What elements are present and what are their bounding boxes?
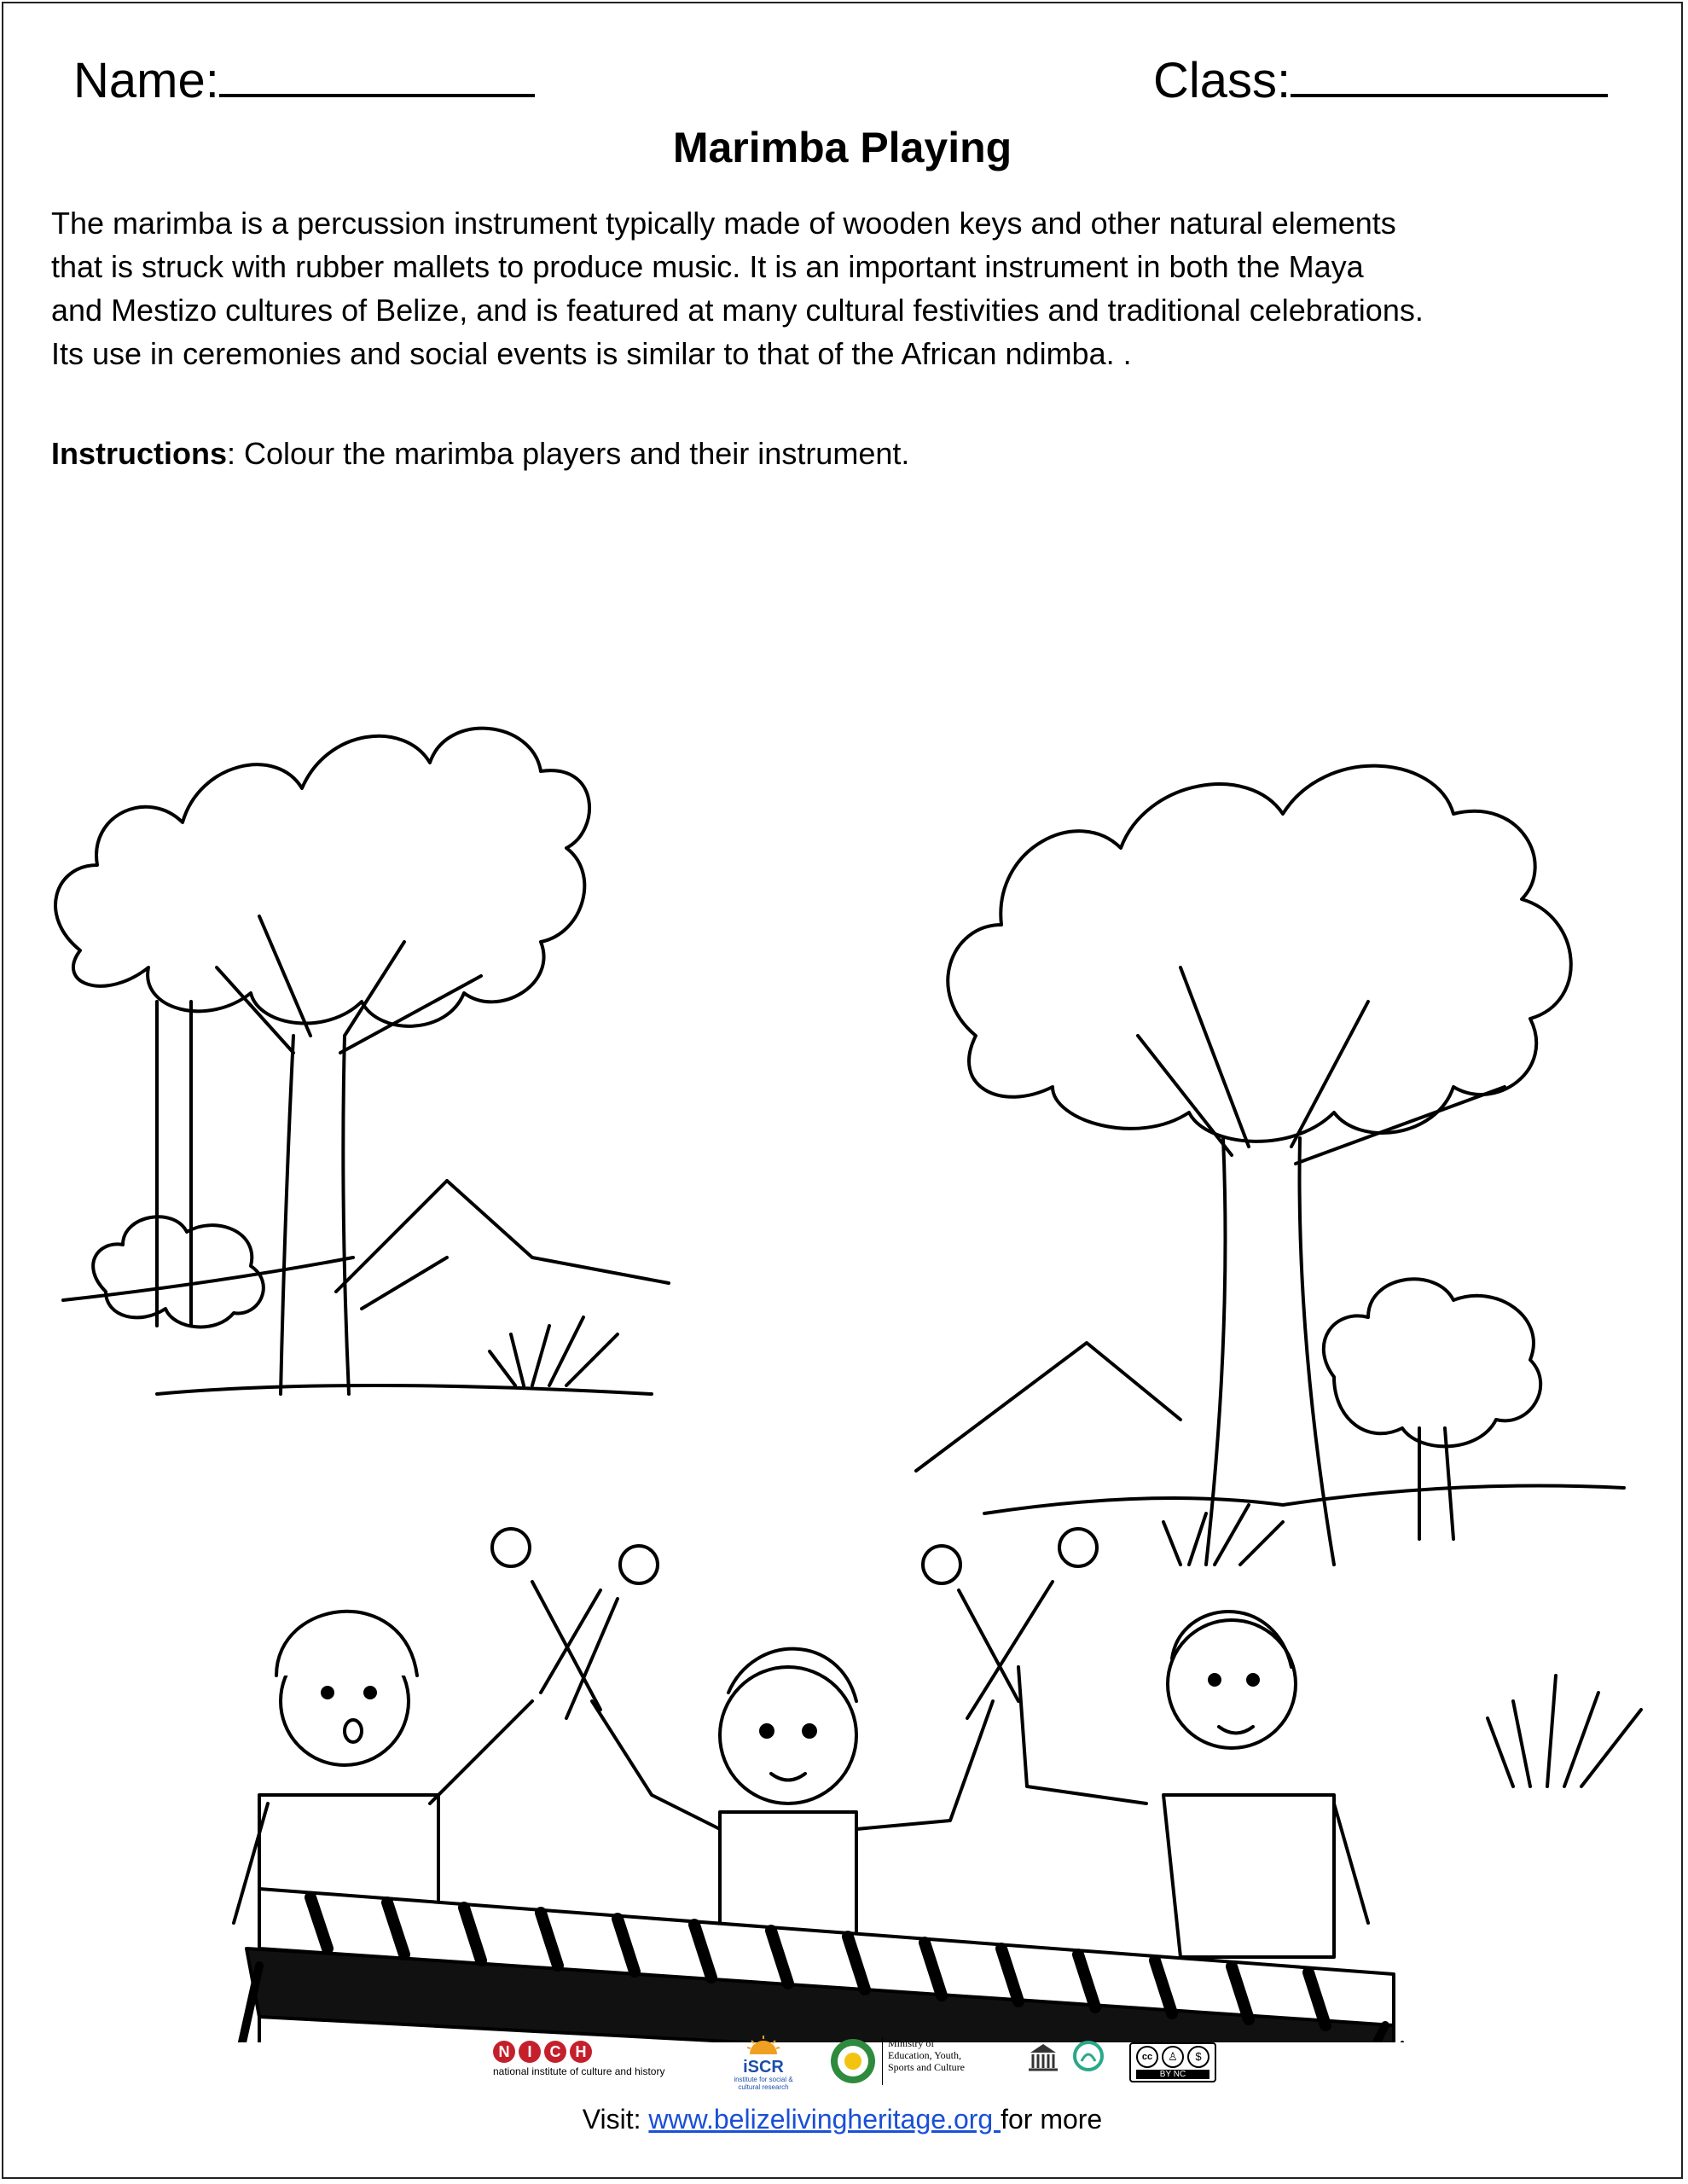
ministry-logo [829, 2037, 965, 2085]
instructions-label: Instructions [51, 436, 228, 471]
class-blank-line[interactable] [1291, 46, 1608, 97]
noncommercial-icon: $ [1187, 2046, 1209, 2068]
unesco-temple-icon [1024, 2039, 1063, 2078]
worksheet-page [2, 2, 1683, 2179]
belize-seal-icon [829, 2037, 877, 2085]
nich-logo [493, 2041, 664, 2077]
iscr-subtitle: institute for social & cultural research [734, 2076, 793, 2091]
unesco-logo [1024, 2039, 1105, 2078]
footer [3, 2100, 1681, 2138]
name-field [73, 46, 535, 111]
intro-line: and Mestizo cultures of Belize, and is featured at many cultural festivities and traditional celebrations. [51, 293, 1424, 328]
intangible-heritage-icon [1071, 2039, 1105, 2073]
intro-line: The marimba is a percussion instrument typically made of wooden keys and other natural elements [51, 206, 1396, 241]
nich-letter: H [570, 2041, 592, 2063]
coloring-illustration [3, 439, 1685, 2042]
marimba-players-illustration [234, 1529, 1368, 1957]
cc-text: BY NC [1136, 2070, 1209, 2079]
name-blank-line[interactable] [219, 46, 535, 97]
right-tree-illustration [916, 766, 1641, 1786]
nich-letter: I [519, 2041, 541, 2063]
ministry-line: Education, Youth, [888, 2049, 962, 2061]
intro-paragraph [51, 201, 1655, 375]
page-title: Marimba Playing [672, 124, 1012, 171]
intro-line: that is struck with rubber mallets to produce music. It is an important instrument in both the Maya [51, 249, 1364, 284]
footer-suffix: for more [1001, 2104, 1103, 2135]
intro-line: Its use in ceremonies and social events is similar to that of the African ndimba. . [51, 336, 1132, 371]
cc-license-badge [1129, 2042, 1216, 2082]
nich-subtitle: national institute of culture and history [493, 2065, 665, 2077]
website-link[interactable]: www.belizelivingheritage.org [648, 2104, 1001, 2135]
nich-letter: C [544, 2041, 566, 2063]
iscr-logo [734, 2036, 793, 2091]
footer-prefix: Visit: [582, 2104, 649, 2135]
attribution-icon: ♙ [1162, 2046, 1184, 2068]
name-label: Name: [73, 53, 219, 108]
nich-letter: N [493, 2041, 515, 2063]
ministry-line: Sports and Culture [888, 2061, 965, 2073]
cc-icon: cc [1136, 2046, 1158, 2068]
class-label: Class: [1153, 53, 1291, 108]
iscr-label: iSCR [743, 2058, 784, 2077]
left-tree-illustration [55, 729, 669, 1394]
instructions-text: : Colour the marimba players and their instrument. [227, 436, 910, 471]
sun-icon [746, 2036, 780, 2054]
ministry-line: Ministry of [888, 2037, 935, 2049]
class-field [1153, 46, 1608, 111]
